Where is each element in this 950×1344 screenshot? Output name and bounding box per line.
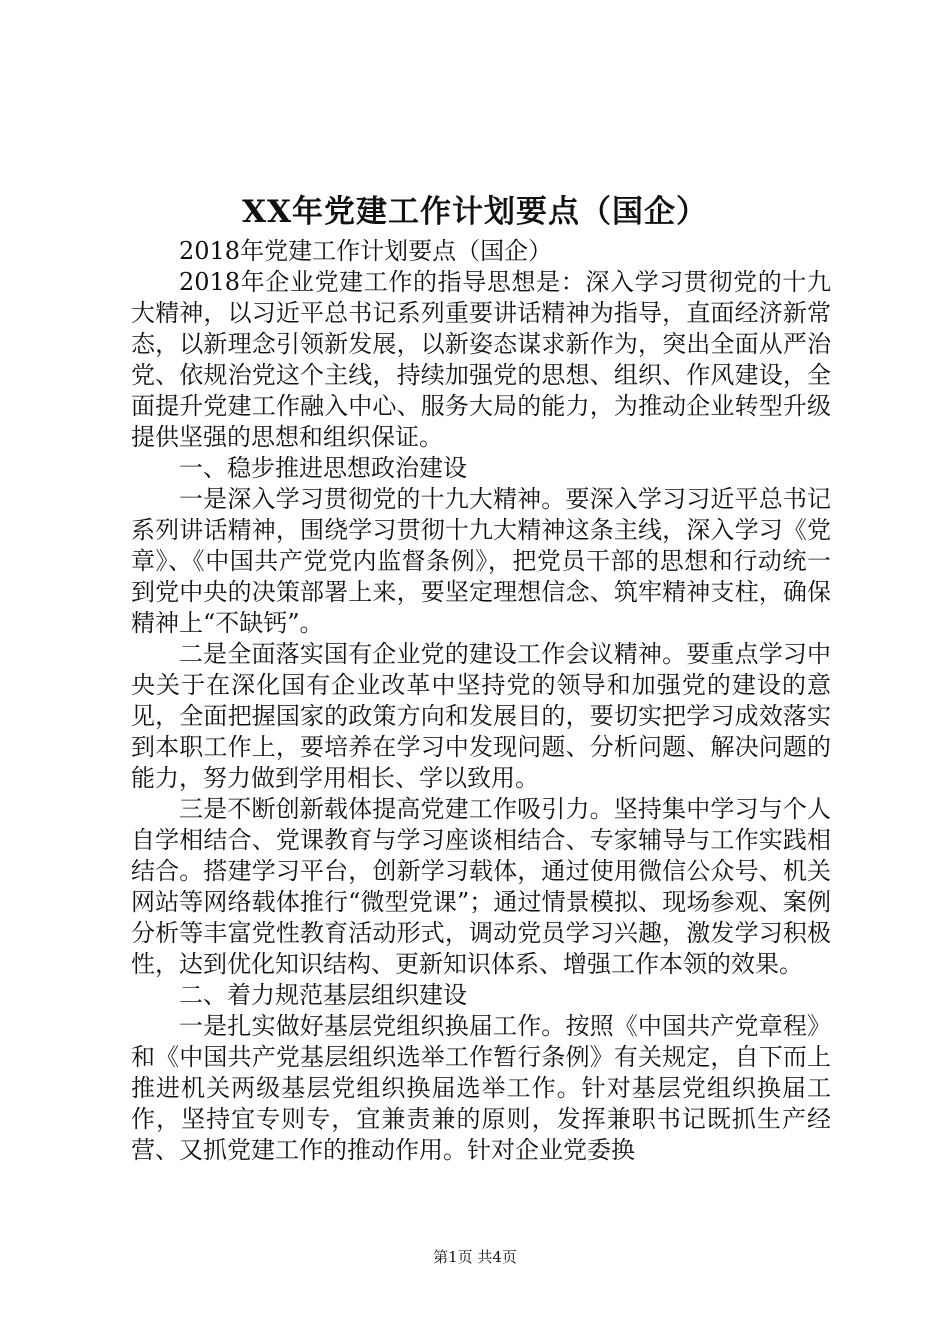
paragraph-subtitle: 2018年党建工作计划要点（国企）	[179, 237, 553, 265]
paragraph-item-4: 一是扎实做好基层党组织换届工作。按照《中国共产党章程》和《中国共产党基层组织选举工作暂行条例》有关规定，自下而上推进机关两级基层党组织换届选举工作。针对基层党组织换届工作，坚持宜专则专，宜兼责兼的原则，发挥兼职书记既抓生产经营、又抓党建工作的推动作用。针对企业党委换	[131, 1012, 831, 1164]
paragraph-item-1: 一是深入学习贯彻党的十九大精神。要深入学习习近平总书记系列讲话精神，围绕学习贯彻十九大精神这条主线，深入学习《党章》、《中国共产党党内监督条例》，把党员干部的思想和行动统一到党中央的决策部署上来，要坚定理想信念、筑牢精神支柱，确保精神上“不缺钙”。	[131, 485, 831, 637]
paragraph-item-3: 三是不断创新载体提高党建工作吸引力。坚持集中学习与个人自学相结合、党课教育与学习座谈相结合、专家辅导与工作实践相结合。搭建学习平台，创新学习载体，通过使用微信公众号、机关网站等网络载体推行“微型党课”；通过情景模拟、现场参观、案例分析等丰富党性教育活动形式，调动党员学习兴趣，激发学习积极性，达到优化知识结构、更新知识体系、增强工作本领的效果。	[131, 795, 831, 978]
section-heading-ideological-building: 一、稳步推进思想政治建设	[179, 454, 467, 482]
document-title: XX年党建工作计划要点（国企）	[241, 194, 709, 230]
paragraph-item-2: 二是全面落实国有企业党的建设工作会议精神。要重点学习中央关于在深化国有企业改革中坚持党的领导和加强党的建设的意见，全面把握国家的政策方向和发展目的，要切实把学习成效落实到本职工作上，要培养在学习中发现问题、分析问题、解决问题的能力，努力做到学用相长、学以致用。	[131, 640, 831, 792]
page-footer: 第1页 共4页	[433, 1248, 517, 1266]
section-heading-organization-building: 二、着力规范基层组织建设	[179, 981, 467, 1009]
paragraph-guiding-ideology: 2018年企业党建工作的指导思想是：深入学习贯彻党的十九大精神，以习近平总书记系列重要讲话精神为指导，直面经济新常态，以新理念引领新发展，以新姿态谋求新作为，突出全面从严治党、依规治党这个主线，持续加强党的思想、组织、作风建设，全面提升党建工作融入中心、服务大局的能力，为推动企业转型升级提供坚强的思想和组织保证。	[131, 268, 831, 451]
document-body	[131, 236, 831, 1166]
